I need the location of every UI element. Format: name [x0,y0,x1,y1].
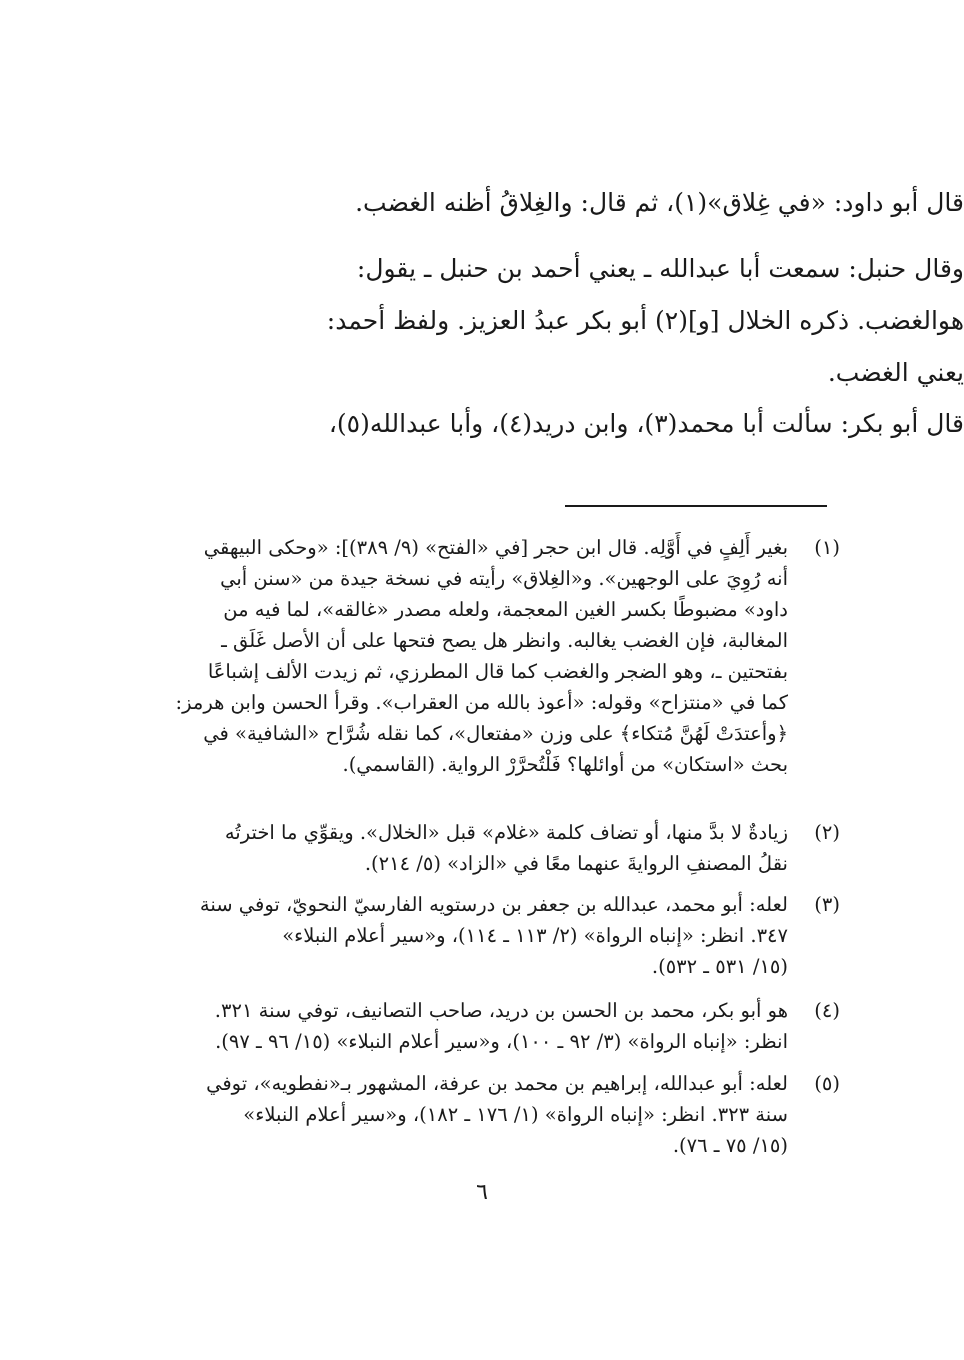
text-line: يعني الغضب. [827,358,964,387]
paragraph-2 [256,243,964,399]
text-line: وقال حنبل: سمعت أبا عبدالله ـ يعني أحمد بن حنبل ـ يقول: [356,254,964,283]
footnote-line: بفتحتين ـ، وهو الضجر والغضب كما قال المطرزي، ثم زيدت الألف إشباعًا [207,660,788,683]
text-line: هوالغضب. ذكره الخلال [و](٢) أبو بكر عبدُ العزيز. ولفظ أحمد: [326,306,964,335]
footnote-line: نقلُ المصنفِ الروايةَ عنهما معًا في «الزاد» (٥/ ٢١٤). [364,852,788,875]
footnote-line: هو أبو بكر، محمد بن الحسن بن دريد، صاحب التصانيف، توفي سنة ٣٢١. [214,999,788,1022]
footnote-line: ﴿وأعتدَتْ لَهُنَّ مُتكاء﴾ على وزن «مفتعال»، كما نقله شُرَّاح «الشافية» في [203,722,788,745]
footnote-text [128,1068,788,1161]
footnote-line: داود» مضبوطًا بكسر الغين المعجمة، ولعله مصدر «غالقه»، لما فيه من [223,598,788,621]
footnote-line: بحث «استكان» من أوائلها؟ فَلْتُحرَّرْ الرواية. (القاسمي). [342,753,788,776]
footnote-text [128,889,788,982]
footnote-text [128,995,788,1057]
paragraph-1 [256,177,964,229]
footnote-line: زيادةٌ لا بدَّ منها، أو تضاف كلمة «غلام» قبل «الخلال». ويقوِّي ما اخترتُه [224,821,788,844]
footnote-line: لعله: أبو محمد، عبدالله بن جعفر بن درستويه الفارسيّ النحويّ، توفي سنة [199,893,788,916]
footnote-text [128,532,788,780]
footnote-separator [565,505,827,507]
footnote-number: (٤) [814,999,840,1022]
footnote-line: المغالبة، فإن الغضب يغالبه. وانظر هل يصح فتحها على أن الأصل غَلَق ـ [221,629,788,652]
footnote-line: ٣٤٧. انظر: «إنباه الرواة» (٢/ ١١٣ ـ ١١٤)، و«سير أعلام النبلاء» [282,924,788,947]
footnote-line: انظر: «إنباه الرواة» (٣/ ٩٢ ـ ١٠٠)، و«سير أعلام النبلاء» (١٥/ ٩٦ ـ ٩٧). [215,1030,788,1053]
footnote-line: بغير أَلِفٍ في أَوَّلِه. قال ابن حجر [في «الفتح» (٩/ ٣٨٩)]: «وحكى البيهقي [203,536,788,559]
footnote-number: (٢) [814,821,840,844]
footnote-line: لعله: أبو عبدالله، إبراهيم بن محمد بن عرفة، المشهور بـ«نفطويه»، توفي [206,1072,788,1095]
text-line: قال أبو داود: «في غِلاق»(١)، ثم قال: والغِلاقُ أظنه الغضب. [355,188,964,217]
text-line: قال أبو بكر: سألت أبا محمد(٣)، وابن دريد(٤)، وأبا عبدالله(٥)، [328,409,964,438]
footnote-line: (١٥/ ٥٣١ ـ ٥٣٢). [651,955,788,978]
footnote-line: سنة ٣٢٣. انظر: «إنباه الرواة» (١/ ١٧٦ ـ ١٨٢)، و«سير أعلام النبلاء» [243,1103,788,1126]
footnote-number: (٥) [814,1072,840,1095]
page-number: ٦ [476,1180,488,1205]
footnote-line: أنه رُوِيَ على الوجهين». و«الغِلاق» رأيته في نسخة جيدة من «سنن أبي [220,567,788,590]
footnote-number: (٣) [814,893,840,916]
paragraph-3 [256,398,964,450]
footnote-number: (١) [814,536,840,559]
footnote-text [128,817,788,879]
footnote-line: كما في «منتزاح» وقوله: «أعوذ بالله من العقراب». وقرأ الحسن وابن هرمز: [175,691,788,714]
footnote-line: (١٥/ ٧٥ ـ ٧٦). [672,1134,788,1157]
